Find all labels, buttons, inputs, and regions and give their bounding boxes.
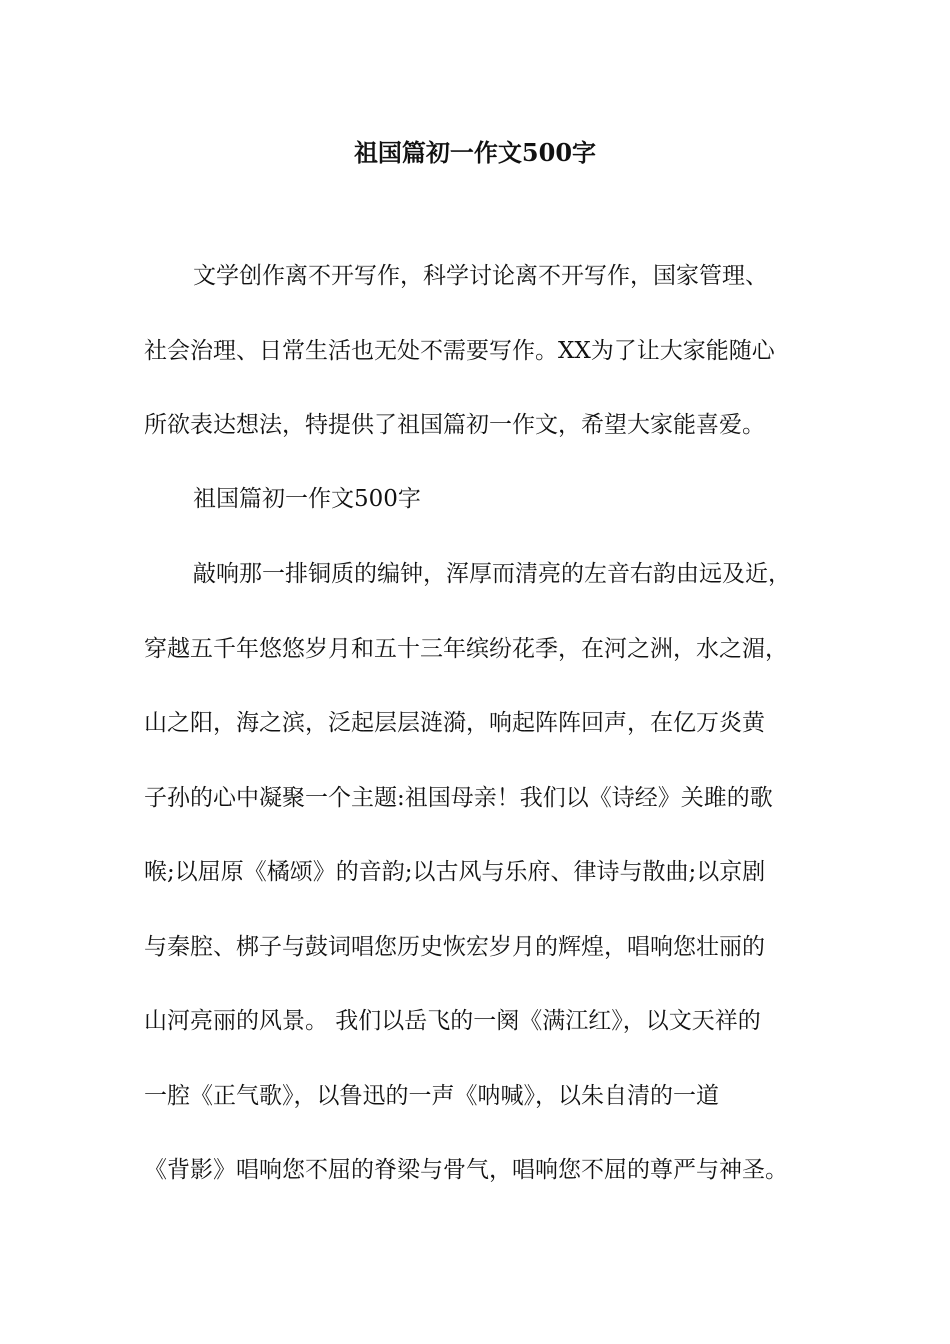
paragraph-2-line-1: 敲响那一排铜质的编钟，浑厚而清亮的左音右韵由远及近， — [193, 561, 791, 587]
paragraph-2-line-8: 一腔《正气歌》，以鲁迅的一声《呐喊》，以朱自清的一道 — [144, 1083, 719, 1109]
paragraph-2-line-3: 山之阳，海之滨，泛起层层涟漪，响起阵阵回声，在亿万炎黄 — [144, 710, 765, 736]
paragraph-1-line-1: 文学创作离不开写作，科学讨论离不开写作，国家管理、 — [193, 263, 768, 289]
paragraph-1-line-2: 社会治理、日常生活也无处不需要写作。XX为了让大家能随心 — [144, 338, 775, 364]
document-title: 祖国篇初一作文500字 — [353, 138, 597, 167]
paragraph-2-line-2: 穿越五千年悠悠岁月和五十三年缤纷花季，在河之洲，水之湄， — [144, 636, 788, 662]
paragraph-2-line-6: 与秦腔、梆子与鼓词唱您历史恢宏岁月的辉煌，唱响您壮丽的 — [144, 934, 765, 960]
paragraph-2-line-4: 子孙的心中凝聚一个主题:祖国母亲！我们以《诗经》关雎的歌 — [144, 785, 773, 811]
paragraph-2-line-9: 《背影》唱响您不屈的脊梁与骨气，唱响您不屈的尊严与神圣。 — [144, 1157, 788, 1183]
section-heading: 祖国篇初一作文500字 — [193, 486, 421, 512]
paragraph-2-line-7: 山河亮丽的风景。 我们以岳飞的一阕《满江红》，以文天祥的 — [144, 1008, 761, 1034]
paragraph-1-line-3: 所欲表达想法，特提供了祖国篇初一作文，希望大家能喜爱。 — [144, 412, 765, 438]
paragraph-2-line-5: 喉;以屈原《橘颂》的音韵;以古风与乐府、律诗与散曲;以京剧 — [144, 859, 766, 885]
